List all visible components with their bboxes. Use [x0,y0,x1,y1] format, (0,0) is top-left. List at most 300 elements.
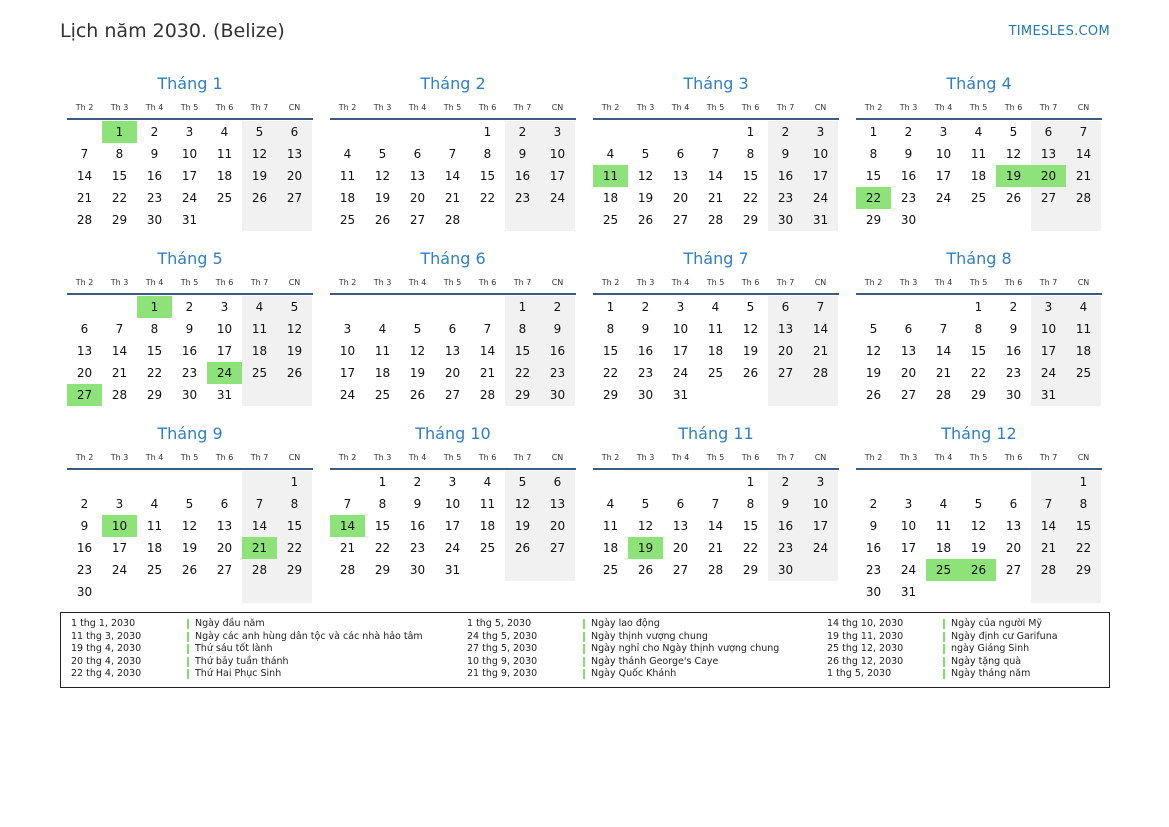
weekday-label: Th 2 [338,278,357,287]
weekday-label: Th 4 [934,453,953,462]
day-grid [593,121,839,231]
day-cell: 24 [339,388,356,402]
month-title: Tháng 3 [683,74,749,93]
day-cell: 25 [602,563,619,577]
empty-cell [172,471,207,493]
day-cell: 21 [935,366,952,380]
holiday-date: 10 thg 9, 2030 [467,655,538,667]
weekday-header [593,101,839,117]
day-cell: 9 [505,143,540,165]
day-cell: 8 [483,147,492,161]
header-rule [593,118,839,120]
day-cell: 26 [505,537,540,559]
day-grid [330,121,576,231]
day-cell: 8 [974,322,983,336]
day-cell: 4 [378,322,387,336]
weekday-header [856,101,1102,117]
month-calendar [330,73,576,231]
day-cell: 20 [672,541,689,555]
day-cell: 11 [970,147,987,161]
day-cell: 12 [865,344,882,358]
weekday-label: Th 2 [601,278,620,287]
day-cell: 23 [1005,366,1022,380]
day-cell: 13 [1005,519,1022,533]
empty-cell [926,471,961,493]
empty-cell [961,471,996,493]
day-cell: 2 [505,121,540,143]
holiday-marker [187,669,189,679]
day-cell: 18 [970,169,987,183]
day-cell: 26 [374,213,391,227]
holiday-name: Thứ Hai Phục Sinh [195,668,282,679]
day-cell: 11 [216,147,233,161]
day-cell: 10 [803,493,838,515]
holiday-name: Ngày Quốc Khánh [591,668,677,679]
weekday-header [67,101,313,117]
day-cell: 26 [742,366,759,380]
day-cell: 30 [865,585,882,599]
weekday-label: Th 4 [408,103,427,112]
day-cell: 21 [1066,165,1101,187]
holiday-date: 11 thg 3, 2030 [71,630,142,642]
weekday-label: CN [288,278,301,287]
day-cell: 24 [1031,362,1066,384]
month-calendar [593,248,839,406]
day-cell: 3 [185,125,194,139]
weekday-header [593,451,839,467]
weekday-label: CN [814,103,827,112]
day-cell: 17 [111,541,128,555]
day-cell: 2 [768,121,803,143]
weekday-label: Th 3 [636,453,655,462]
day-cell: 22 [111,191,128,205]
holiday-name: Ngày của người Mỹ [951,618,1043,629]
empty-cell [1031,471,1066,493]
day-cell: 1 [378,475,387,489]
day-cell: 27 [672,213,689,227]
day-cell: 15 [742,169,759,183]
day-cell: 11 [339,169,356,183]
day-cell: 16 [768,515,803,537]
day-cell: 22 [479,191,496,205]
day-cell: 18 [216,169,233,183]
day-cell: 16 [865,541,882,555]
day-cell: 25 [242,362,277,384]
day-cell: 11 [242,318,277,340]
day-cell: 25 [374,388,391,402]
holiday-date: 26 thg 12, 2030 [827,655,904,667]
day-cell: 28 [803,362,838,384]
weekday-label: Th 6 [1004,103,1023,112]
empty-cell [768,384,803,406]
day-cell: 13 [277,143,312,165]
empty-cell [102,296,137,318]
weekday-label: Th 6 [215,453,234,462]
day-cell: 17 [672,344,689,358]
day-cell: 3 [115,497,124,511]
empty-cell [1066,209,1101,231]
day-cell: 24 [900,563,917,577]
day-cell: 27 [409,213,426,227]
day-cell: 2 [768,471,803,493]
empty-cell [67,121,102,143]
day-cell: 21 [803,340,838,362]
day-cell: 18 [339,191,356,205]
day-cell: 4 [606,497,615,511]
month-title: Tháng 4 [946,74,1012,93]
day-cell: 16 [1005,344,1022,358]
day-cell: 16 [181,344,198,358]
day-cell: 26 [961,559,996,581]
day-cell: 24 [672,366,689,380]
site-link[interactable]: TIMESLES.COM [1008,24,1110,39]
day-cell: 15 [479,169,496,183]
day-cell: 25 [146,563,163,577]
day-cell: 1 [869,125,878,139]
day-cell: 5 [378,147,387,161]
month-title: Tháng 6 [420,249,486,268]
holiday-name: Ngày nghỉ cho Ngày thịnh vượng chung [591,643,780,654]
day-cell: 14 [330,515,365,537]
day-cell: 25 [926,559,961,581]
day-cell: 26 [637,563,654,577]
month-calendar [67,73,313,231]
day-cell: 14 [444,169,461,183]
day-cell: 17 [216,344,233,358]
day-cell: 29 [742,563,759,577]
empty-cell [67,296,102,318]
day-cell: 29 [277,559,312,581]
day-cell: 20 [1005,541,1022,555]
day-cell: 31 [672,388,689,402]
day-cell: 7 [1031,493,1066,515]
holiday-marker [943,632,945,642]
day-cell: 24 [803,187,838,209]
day-cell: 11 [479,497,496,511]
weekday-label: Th 6 [215,278,234,287]
holiday-marker [943,657,945,667]
month-calendar [856,423,1102,603]
day-cell: 4 [242,296,277,318]
day-cell: 1 [505,296,540,318]
day-cell: 2 [869,497,878,511]
day-cell: 14 [76,169,93,183]
day-cell: 12 [742,322,759,336]
day-cell: 5 [505,471,540,493]
header-rule [330,118,576,120]
day-cell: 29 [970,388,987,402]
day-cell: 12 [277,318,312,340]
day-cell: 15 [970,344,987,358]
day-cell: 16 [409,519,426,533]
holiday-legend [60,612,1110,688]
day-cell: 8 [1066,493,1101,515]
holiday-marker [187,632,189,642]
weekday-label: Th 2 [601,103,620,112]
month-title: Tháng 12 [941,424,1017,443]
day-cell: 3 [220,300,229,314]
holiday-marker [583,669,585,679]
day-cell: 11 [707,322,724,336]
holiday-date: 21 thg 9, 2030 [467,668,538,679]
day-cell: 26 [181,563,198,577]
weekday-label: Th 5 [969,103,988,112]
day-cell: 13 [540,493,575,515]
weekday-label: Th 3 [899,453,918,462]
day-cell: 28 [707,563,724,577]
day-cell: 28 [707,213,724,227]
weekday-label: Th 3 [110,103,129,112]
day-cell: 5 [641,147,650,161]
day-cell: 4 [606,147,615,161]
day-cell: 12 [637,169,654,183]
day-cell: 6 [676,497,685,511]
day-cell: 8 [746,147,755,161]
day-cell: 22 [856,187,891,209]
holiday-marker [187,657,189,667]
day-cell: 23 [505,187,540,209]
empty-cell [400,121,435,143]
day-cell: 16 [76,541,93,555]
day-cell: 11 [146,519,163,533]
weekday-label: Th 6 [741,103,760,112]
day-cell: 3 [803,471,838,493]
day-cell: 2 [150,125,159,139]
month-title: Tháng 11 [678,424,754,443]
day-cell: 10 [540,143,575,165]
day-cell: 22 [277,537,312,559]
day-cell: 13 [768,318,803,340]
day-cell: 13 [76,344,93,358]
day-cell: 9 [80,519,89,533]
day-cell: 23 [181,366,198,380]
weekday-label: CN [814,278,827,287]
day-grid [330,296,576,406]
day-cell: 20 [216,541,233,555]
day-cell: 22 [374,541,391,555]
day-cell: 31 [216,388,233,402]
weekday-label: Th 7 [776,278,795,287]
day-cell: 2 [413,475,422,489]
day-cell: 1 [102,121,137,143]
day-cell: 9 [904,147,913,161]
day-cell: 26 [637,213,654,227]
day-cell: 7 [242,493,277,515]
day-cell: 27 [540,537,575,559]
weekday-label: Th 5 [180,453,199,462]
empty-cell [505,559,540,581]
holiday-name: Ngày các anh hùng dân tộc và các nhà hảo tâm [195,630,423,642]
day-cell: 15 [865,169,882,183]
empty-cell [137,471,172,493]
day-grid [856,471,1102,603]
day-cell: 14 [1066,143,1101,165]
day-cell: 27 [1031,187,1066,209]
day-cell: 7 [1066,121,1101,143]
weekday-label: Th 5 [180,103,199,112]
day-cell: 15 [1066,515,1101,537]
weekday-label: Th 7 [513,103,532,112]
day-cell: 27 [900,388,917,402]
empty-cell [505,209,540,231]
weekday-label: Th 6 [478,103,497,112]
day-cell: 28 [444,213,461,227]
holiday-date: 1 thg 5, 2030 [827,668,892,679]
weekday-header [856,276,1102,292]
day-cell: 21 [1031,537,1066,559]
day-cell: 7 [483,322,492,336]
day-cell: 2 [641,300,650,314]
day-cell: 27 [768,362,803,384]
empty-cell [435,121,470,143]
day-cell: 20 [76,366,93,380]
weekday-label: Th 3 [110,278,129,287]
day-cell: 15 [277,515,312,537]
day-cell: 14 [707,519,724,533]
day-cell: 13 [1031,143,1066,165]
day-cell: 28 [1031,559,1066,581]
day-cell: 10 [339,344,356,358]
holiday-marker [943,619,945,629]
day-cell: 28 [479,388,496,402]
day-cell: 31 [181,213,198,227]
month-calendar [67,423,313,603]
weekday-label: Th 6 [478,278,497,287]
day-cell: 13 [444,344,461,358]
weekday-label: Th 2 [75,278,94,287]
day-cell: 19 [505,515,540,537]
day-grid [593,471,839,581]
day-cell: 5 [1009,125,1018,139]
day-cell: 19 [970,541,987,555]
month-title: Tháng 8 [946,249,1012,268]
day-cell: 2 [185,300,194,314]
day-cell: 6 [448,322,457,336]
day-cell: 14 [935,344,952,358]
day-grid [330,471,576,581]
weekday-label: Th 7 [1039,453,1058,462]
holiday-name: Ngày tháng năm [951,668,1031,679]
day-cell: 3 [540,121,575,143]
holiday-name: Ngày thánh George's Caye [591,655,719,667]
empty-cell [1031,581,1066,603]
weekday-label: Th 4 [408,278,427,287]
day-cell: 22 [1066,537,1101,559]
day-cell: 29 [742,213,759,227]
day-cell: 27 [672,563,689,577]
day-cell: 15 [602,344,619,358]
day-cell: 22 [146,366,163,380]
day-cell: 4 [343,147,352,161]
day-cell: 19 [181,541,198,555]
empty-cell [365,296,400,318]
day-cell: 14 [707,169,724,183]
day-cell: 18 [242,340,277,362]
day-cell: 22 [742,191,759,205]
day-cell: 3 [343,322,352,336]
holiday-date: 24 thg 5, 2030 [467,630,538,642]
day-cell: 30 [1005,388,1022,402]
day-cell: 31 [900,585,917,599]
day-cell: 27 [67,384,102,406]
weekday-label: Th 2 [338,453,357,462]
day-cell: 9 [869,519,878,533]
day-cell: 31 [1031,384,1066,406]
day-cell: 24 [540,187,575,209]
holiday-marker [583,632,585,642]
weekday-label: Th 5 [706,278,725,287]
empty-cell [803,559,838,581]
day-cell: 30 [768,559,803,581]
day-cell: 10 [935,147,952,161]
day-cell: 7 [939,322,948,336]
day-cell: 4 [939,497,948,511]
empty-cell [242,581,277,603]
day-cell: 16 [540,340,575,362]
weekday-header [67,276,313,292]
empty-cell [277,581,312,603]
day-cell: 16 [637,344,654,358]
day-cell: 22 [602,366,619,380]
day-cell: 21 [707,541,724,555]
weekday-label: CN [1077,278,1090,287]
weekday-label: Th 3 [373,453,392,462]
day-cell: 29 [374,563,391,577]
month-calendar [856,248,1102,406]
day-cell: 1 [483,125,492,139]
day-cell: 10 [444,497,461,511]
day-cell: 24 [181,191,198,205]
day-cell: 25 [216,191,233,205]
weekday-label: Th 3 [899,103,918,112]
empty-cell [277,209,312,231]
day-cell: 23 [768,187,803,209]
day-cell: 10 [900,519,917,533]
day-cell: 7 [343,497,352,511]
day-cell: 14 [479,344,496,358]
day-cell: 17 [444,519,461,533]
header-rule [856,118,1102,120]
weekday-label: Th 6 [1004,278,1023,287]
day-cell: 26 [1005,191,1022,205]
empty-cell [926,296,961,318]
day-cell: 6 [80,322,89,336]
day-cell: 6 [1031,121,1066,143]
day-cell: 17 [803,165,838,187]
day-cell: 6 [277,121,312,143]
day-cell: 4 [974,125,983,139]
month-title: Tháng 10 [415,424,491,443]
weekday-label: Th 2 [864,103,883,112]
day-cell: 28 [1066,187,1101,209]
month-calendar [330,423,576,581]
day-cell: 21 [242,537,277,559]
weekday-header [330,451,576,467]
weekday-label: Th 2 [75,103,94,112]
holiday-marker [583,644,585,654]
day-grid [856,296,1102,406]
day-cell: 19 [409,366,426,380]
day-cell: 17 [540,165,575,187]
holiday-name: Ngày tặng quà [951,655,1022,667]
day-cell: 25 [602,213,619,227]
weekday-label: Th 5 [443,278,462,287]
day-cell: 28 [76,213,93,227]
day-cell: 27 [444,388,461,402]
day-cell: 31 [803,209,838,231]
empty-cell [698,471,733,493]
day-cell: 23 [900,191,917,205]
